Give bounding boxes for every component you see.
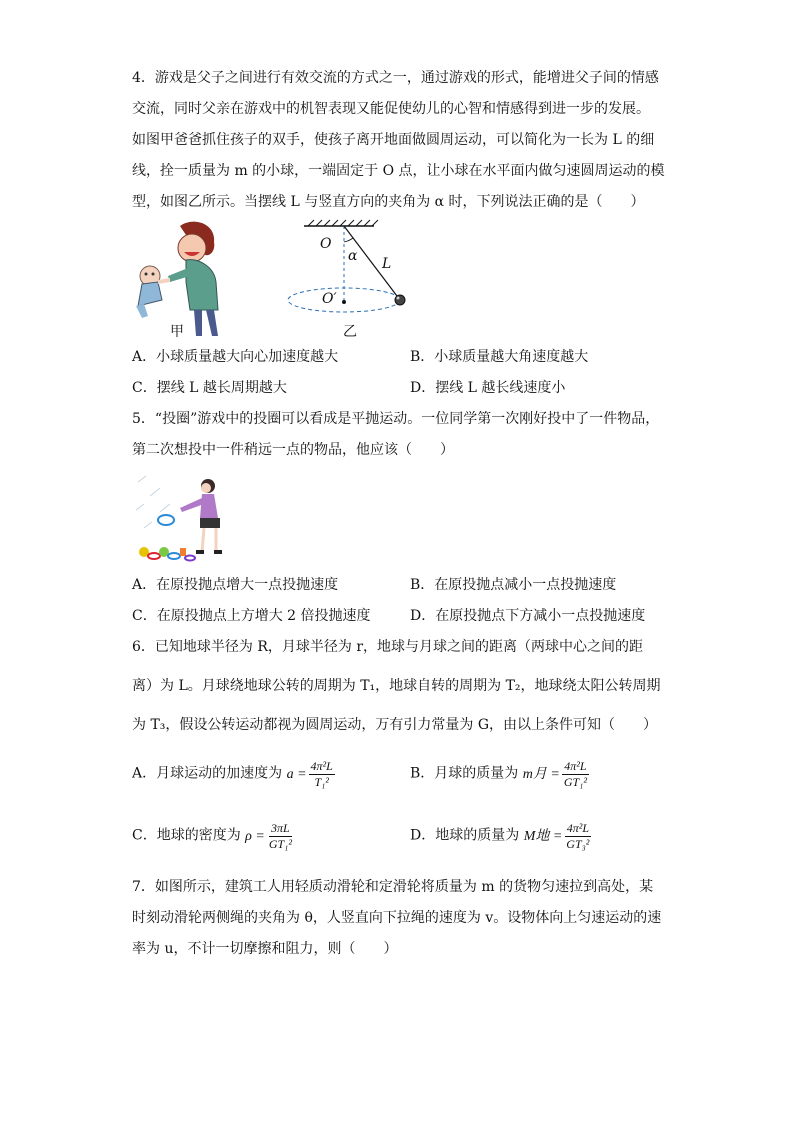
q5-option-d[interactable]: D．在原投抛点下方减小一点投抛速度 — [410, 608, 646, 624]
q6-option-d[interactable] — [410, 822, 591, 851]
q7-line-3: 率为 u，不计一切摩擦和阻力，则（ ） — [132, 941, 398, 957]
figure-yi-caption: 乙 — [343, 324, 357, 340]
q6-option-d-text: D．地球的质量为 — [410, 827, 520, 844]
q6-option-b-text: B．月球的质量为 — [410, 765, 519, 782]
q4-option-b[interactable]: B．小球质量越大角速度越大 — [410, 349, 589, 365]
q5-option-b[interactable]: B．在原投抛点减小一点投抛速度 — [410, 577, 617, 593]
q4-line-5: 型，如图乙所示。当摆线 L 与竖直方向的夹角为 α 时，下列说法正确的是（ ） — [132, 194, 645, 210]
q6-option-b-denominator: GT₁² — [563, 775, 587, 789]
q7-line-2: 时刻动滑轮两侧绳的夹角为 θ，人竖直向下拉绳的速度为 v。设物体向上匀速运动的速 — [132, 910, 662, 926]
q6-option-b[interactable] — [410, 760, 589, 789]
q6-option-d-denominator: GT₃² — [566, 837, 590, 851]
q6-line-1: 6．已知地球半径为 R，月球半径为 r，地球与月球之间的距离（两球中心之间的距 — [132, 639, 644, 655]
q4-line-3: 如图甲爸爸抓住孩子的双手，使孩子离开地面做圆周运动，可以简化为一长为 L 的细 — [132, 132, 655, 148]
q6-option-c-text: C．地球的密度为 — [132, 827, 241, 844]
pendulum-label-L: L — [382, 256, 392, 272]
q5-line-2: 第二次想投中一件稍远一点的物品，他应该（ ） — [132, 442, 454, 458]
q6-option-a[interactable] — [132, 760, 335, 789]
q6-option-b-numerator: 4π²L — [564, 759, 587, 773]
q4-line-4: 线，拴一质量为 m 的小球，一端固定于 O 点，让小球在水平面内做匀速圆周运动的模 — [132, 163, 665, 179]
q6-option-d-lhs: M地 = — [523, 828, 563, 844]
q6-option-b-lhs: m月 = — [522, 766, 560, 782]
q5-option-a[interactable]: A．在原投抛点增大一点投抛速度 — [132, 577, 339, 593]
figure-ring-toss — [130, 472, 238, 566]
q6-option-a-denominator: T₁² — [314, 775, 329, 789]
q6-option-b-formula — [523, 760, 589, 789]
q4-line-2: 交流，同时父亲在游戏中的机智表现又能促使幼儿的心智和情感得到进一步的发展。 — [132, 101, 650, 117]
q5-option-c[interactable]: C．在原投抛点上方增大 2 倍投抛速度 — [132, 608, 371, 624]
q4-option-a[interactable]: A．小球质量越大向心加速度越大 — [132, 349, 339, 365]
q6-line-2: 离）为 L。月球绕地球公转的周期为 T₁，地球自转的周期为 T₂，地球绕太阳公转周期 — [132, 678, 661, 694]
q7-line-1: 7．如图所示，建筑工人用轻质动滑轮和定滑轮将质量为 m 的货物匀速拉到高处，某 — [132, 879, 654, 895]
q6-option-d-fraction — [564, 822, 591, 851]
q6-option-c-formula — [245, 822, 294, 851]
q6-option-c-fraction — [267, 822, 294, 851]
q6-option-a-lhs: a = — [286, 766, 307, 782]
q5-line-1: 5．“投圈”游戏中的投圈可以看成是平抛运动。一位同学第一次刚好投中了一件物品， — [132, 411, 660, 427]
pendulum-label-O: O — [320, 236, 332, 252]
q6-option-a-numerator: 4π²L — [310, 759, 333, 773]
q6-option-c-lhs: ρ = — [245, 828, 265, 844]
q6-option-a-formula — [287, 760, 335, 789]
q6-option-d-numerator: 4π²L — [566, 821, 589, 835]
figure-jia-caption: 甲 — [170, 324, 184, 340]
q6-line-3: 为 T₃，假设公转运动都视为圆周运动，万有引力常量为 G，由以上条件可知（ ） — [132, 717, 658, 733]
ring-toss-illustration — [130, 472, 238, 566]
q6-option-b-fraction — [562, 760, 589, 789]
q6-option-d-formula — [524, 822, 592, 851]
q4-option-c[interactable]: C．摆线 L 越长周期越大 — [132, 380, 287, 396]
q4-option-d[interactable]: D．摆线 L 越长线速度小 — [410, 380, 566, 396]
q4-line-1: 4．游戏是父子之间进行有效交流的方式之一，通过游戏的形式，能增进父子间的情感 — [132, 70, 659, 86]
q6-option-c[interactable] — [132, 822, 294, 851]
pendulum-label-alpha: α — [348, 248, 358, 264]
q6-option-c-denominator: GT₁² — [268, 837, 292, 851]
q6-option-a-text: A．月球运动的加速度为 — [132, 765, 283, 782]
pendulum-label-O-prime: O′ — [322, 291, 337, 307]
q6-option-c-numerator: 3πL — [271, 821, 290, 835]
q6-option-a-fraction — [309, 760, 335, 789]
